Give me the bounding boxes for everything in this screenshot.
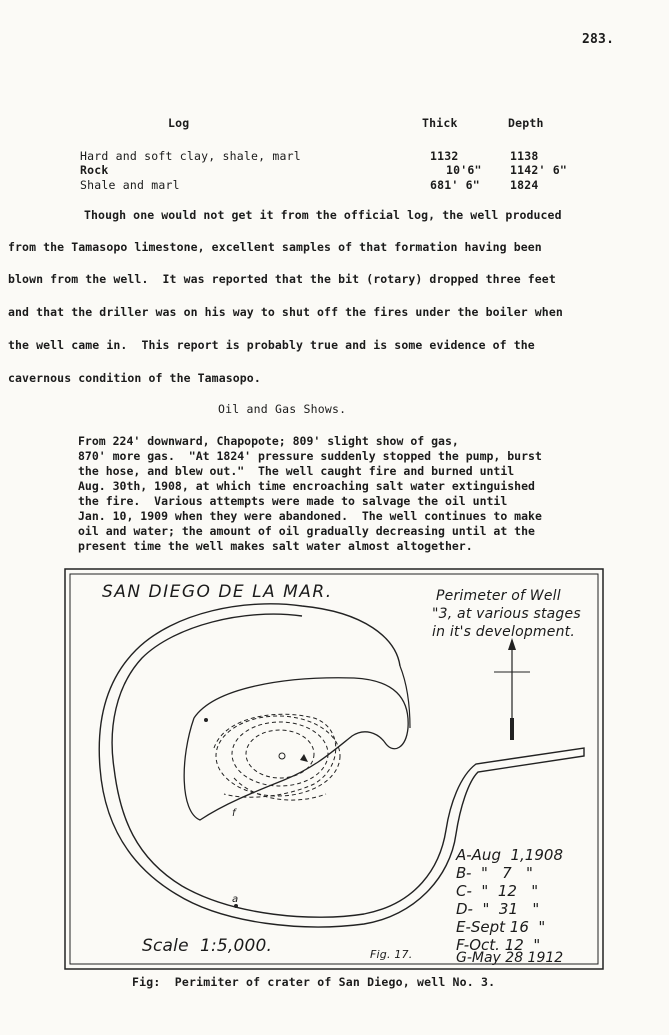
paragraph-line: and that the driller was on his way to shut off the fires under the boiler when xyxy=(8,305,563,319)
legend-entry-g: G-May 28 1912 xyxy=(456,950,564,966)
log-row-2-thick: 10'6" xyxy=(446,163,482,177)
log-row-3-log: Shale and marl xyxy=(80,178,180,192)
paragraph-line: from the Tamasopo limestone, excellent samples of that formation having been xyxy=(8,240,542,254)
figure-caption: Fig: Perimiter of crater of San Diego, well No. 3. xyxy=(132,975,496,989)
oil-gas-heading: Oil and Gas Shows. xyxy=(218,402,347,416)
stage-contour-c xyxy=(216,716,340,796)
log-row-3-thick: 681' 6" xyxy=(430,178,480,192)
stage-contour-d xyxy=(214,714,336,797)
shows-line: Jan. 10, 1909 when they were abandoned. The well continues to make xyxy=(78,509,542,523)
shows-line: oil and water; the amount of oil gradually decreasing until at the xyxy=(78,524,535,538)
log-header: Log xyxy=(168,116,190,130)
log-row-1-depth: 1138 xyxy=(510,149,539,163)
log-row-2-log: Rock xyxy=(80,163,109,177)
log-row-1-log: Hard and soft clay, shale, marl xyxy=(80,149,301,163)
perimeter-note-line-3: in it's development. xyxy=(432,624,575,640)
crater-figure xyxy=(64,568,604,970)
perimeter-note-line-2: "3, at various stages xyxy=(432,606,581,622)
legend-entry-e: E-Sept 16 " xyxy=(456,918,546,936)
page-number: 283. xyxy=(582,32,615,47)
legend-entry-d: D- " 31 " xyxy=(456,900,540,918)
point-label-a: a xyxy=(232,894,239,905)
perimeter-note-line-1: Perimeter of Well xyxy=(436,588,561,604)
well-location xyxy=(279,753,285,759)
paragraph-line: cavernous condition of the Tamasopo. xyxy=(8,371,261,385)
fig-number: Fig. 17. xyxy=(370,948,413,961)
stage-contours xyxy=(214,714,340,800)
log-row-2-depth: 1142' 6" xyxy=(510,163,567,177)
thick-header: Thick xyxy=(422,116,458,130)
figure-title: SAN DIEGO DE LA MAR. xyxy=(102,582,333,602)
depth-header: Depth xyxy=(508,116,544,130)
paragraph-line: the well came in. This report is probably true and is some evidence of the xyxy=(8,338,535,352)
log-row-1-thick: 1132 xyxy=(430,149,459,163)
shows-line: present time the well makes salt water almost altogether. xyxy=(78,539,473,553)
shows-line: From 224' downward, Chapopote; 809' slight show of gas, xyxy=(78,434,459,448)
paragraph-line: blown from the well. It was reported that the bit (rotary) dropped three feet xyxy=(8,272,556,286)
legend-entry-a: A-Aug 1,1908 xyxy=(456,846,563,864)
scale-label: Scale 1:5,000. xyxy=(142,936,273,956)
shows-line: the hose, and blew out." The well caught fire and burned until xyxy=(78,464,515,478)
point-label-f: f xyxy=(232,808,236,819)
arrow-tail xyxy=(510,718,514,740)
shows-line: the fire. Various attempts were made to salvage the oil until xyxy=(78,494,508,508)
point-marker xyxy=(204,718,208,722)
shows-line: 870' more gas. "At 1824' pressure suddenly stopped the pump, burst xyxy=(78,449,542,463)
legend-entry-f: F-Oct. 12 " xyxy=(456,936,541,954)
legend-entry-b: B- " 7 " xyxy=(456,864,533,882)
paragraph-line: Though one would not get it from the official log, the well produced xyxy=(84,208,562,222)
crater-inner-shelf xyxy=(184,678,408,820)
legend-entry-c: C- " 12 " xyxy=(456,882,539,900)
shows-line: Aug. 30th, 1908, at which time encroaching salt water extinguished xyxy=(78,479,535,493)
crater-marker xyxy=(300,754,308,762)
log-row-3-depth: 1824 xyxy=(510,178,539,192)
